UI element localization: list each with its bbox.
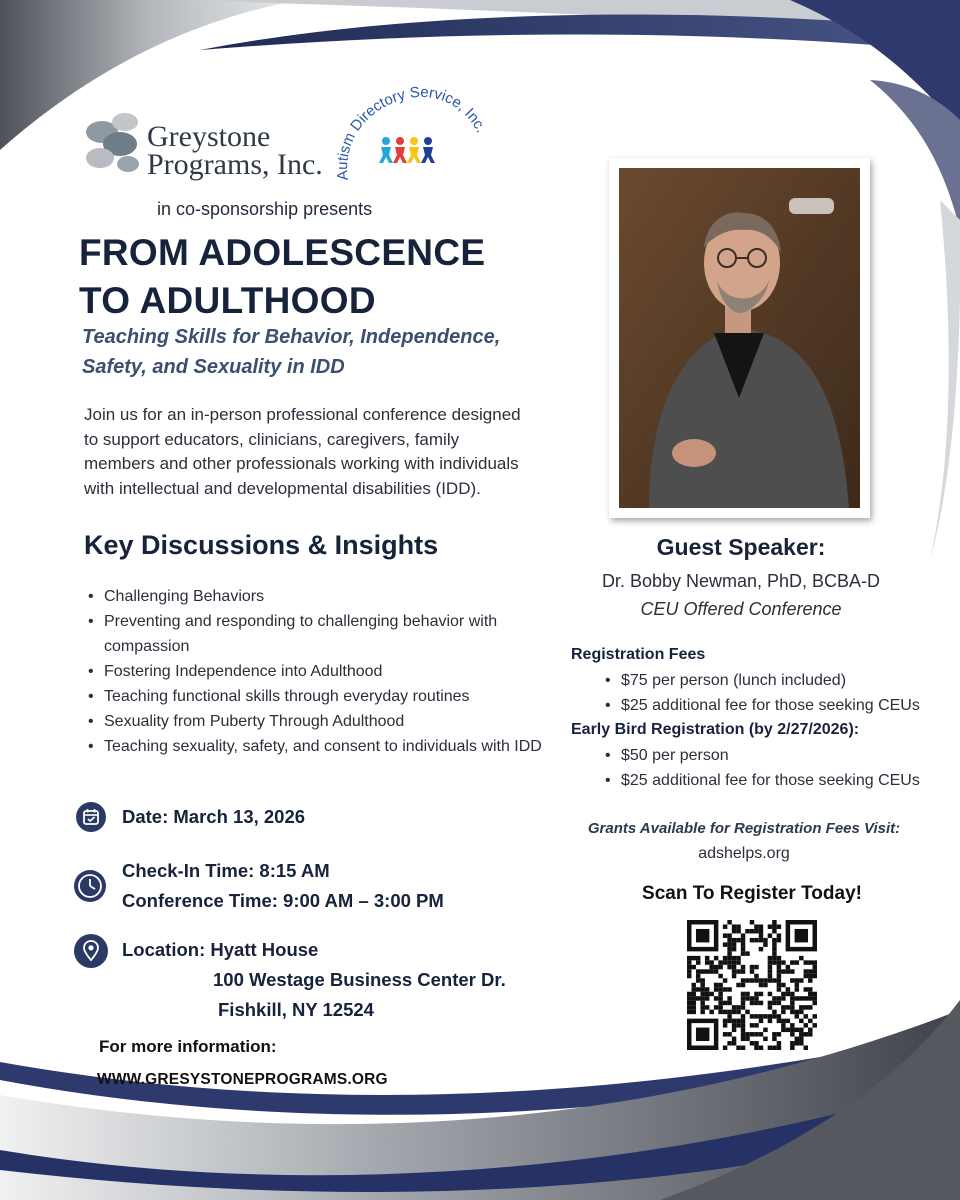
greystone-stones-logo bbox=[80, 108, 150, 178]
checkin-time: Check-In Time: 8:15 AM bbox=[122, 860, 330, 881]
qr-code[interactable] bbox=[687, 920, 817, 1050]
registration-fees-list bbox=[603, 668, 960, 718]
location-line3: Fishkill, NY 12524 bbox=[218, 999, 374, 1020]
intro-paragraph bbox=[84, 403, 564, 501]
ads-logo-text: Autism Directory Service, Inc. bbox=[334, 85, 490, 182]
list-item: • $25 additional fee for those seeking CEUs bbox=[621, 768, 960, 793]
list-item: • Challenging Behaviors bbox=[104, 584, 544, 609]
list-item: • $50 per person bbox=[621, 743, 960, 768]
key-discussions-list bbox=[86, 584, 544, 759]
event-title-line1: FROM ADOLESCENCE bbox=[79, 232, 486, 273]
guest-speaker-heading: Guest Speaker: bbox=[656, 534, 826, 560]
location-line1: Location: Hyatt House bbox=[122, 939, 319, 960]
ceu-offered: CEU Offered Conference bbox=[640, 599, 842, 619]
intro-line: Join us for an in-person professional conference designed bbox=[84, 405, 521, 424]
autism-directory-service-logo bbox=[330, 85, 500, 195]
list-item: • Preventing and responding to challenging behavior with compassion bbox=[104, 609, 544, 659]
registration-fees-heading: Registration Fees bbox=[571, 646, 706, 663]
list-item: • $75 per person (lunch included) bbox=[621, 668, 960, 693]
greystone-logo-line2: Programs, Inc. bbox=[147, 148, 323, 181]
list-item: • Sexuality from Puberty Through Adulthood bbox=[104, 709, 544, 734]
grants-url[interactable]: adshelps.org bbox=[698, 845, 790, 862]
event-title-line2: TO ADULTHOOD bbox=[79, 280, 376, 321]
early-bird-heading: Early Bird Registration (by 2/27/2026): bbox=[571, 721, 860, 738]
intro-line: members and other professionals working with individuals bbox=[84, 454, 519, 473]
clock-icon bbox=[74, 870, 106, 902]
list-item: • Teaching functional skills through everyday routines bbox=[104, 684, 544, 709]
key-discussions-heading: Key Discussions & Insights bbox=[84, 530, 439, 560]
list-item: • Fostering Independence into Adulthood bbox=[104, 659, 544, 684]
more-info-label: For more information: bbox=[99, 1037, 277, 1056]
grants-text: Grants Available for Registration Fees Visit: bbox=[587, 820, 901, 837]
event-date: Date: March 13, 2026 bbox=[122, 806, 306, 827]
calendar-icon bbox=[76, 802, 106, 832]
early-bird-list bbox=[603, 743, 960, 793]
event-title bbox=[79, 229, 485, 325]
speaker-name: Dr. Bobby Newman, PhD, BCBA-D bbox=[601, 571, 881, 591]
list-item: • Teaching sexuality, safety, and consent to individuals with IDD bbox=[104, 734, 544, 759]
greystone-logo-line1: Greystone bbox=[147, 120, 271, 153]
website-link[interactable]: WWW.GRESYSTONEPROGRAMS.ORG bbox=[97, 1071, 388, 1088]
co-sponsorship-text: in co-sponsorship presents bbox=[157, 199, 373, 219]
event-subtitle-line1: Teaching Skills for Behavior, Independence, bbox=[82, 326, 501, 348]
speaker-photo bbox=[619, 168, 860, 508]
speaker-photo-frame bbox=[609, 158, 870, 518]
conference-time: Conference Time: 9:00 AM – 3:00 PM bbox=[122, 890, 444, 911]
svg-text:Autism Directory Service, Inc. bbox=[334, 85, 490, 181]
paper-people-icon bbox=[379, 137, 435, 163]
location-line2: 100 Westage Business Center Dr. bbox=[213, 969, 506, 990]
intro-line: to support educators, clinicians, caregivers, family bbox=[84, 429, 460, 449]
greystone-logo-text bbox=[147, 120, 323, 181]
event-subtitle bbox=[82, 322, 500, 382]
intro-line: with intellectual and developmental disabilities (IDD). bbox=[84, 478, 481, 498]
scan-to-register: Scan To Register Today! bbox=[642, 883, 862, 904]
list-item: • $25 additional fee for those seeking CEUs bbox=[621, 693, 960, 718]
event-subtitle-line2: Safety, and Sexuality in IDD bbox=[82, 356, 345, 378]
location-pin-icon bbox=[74, 934, 108, 968]
